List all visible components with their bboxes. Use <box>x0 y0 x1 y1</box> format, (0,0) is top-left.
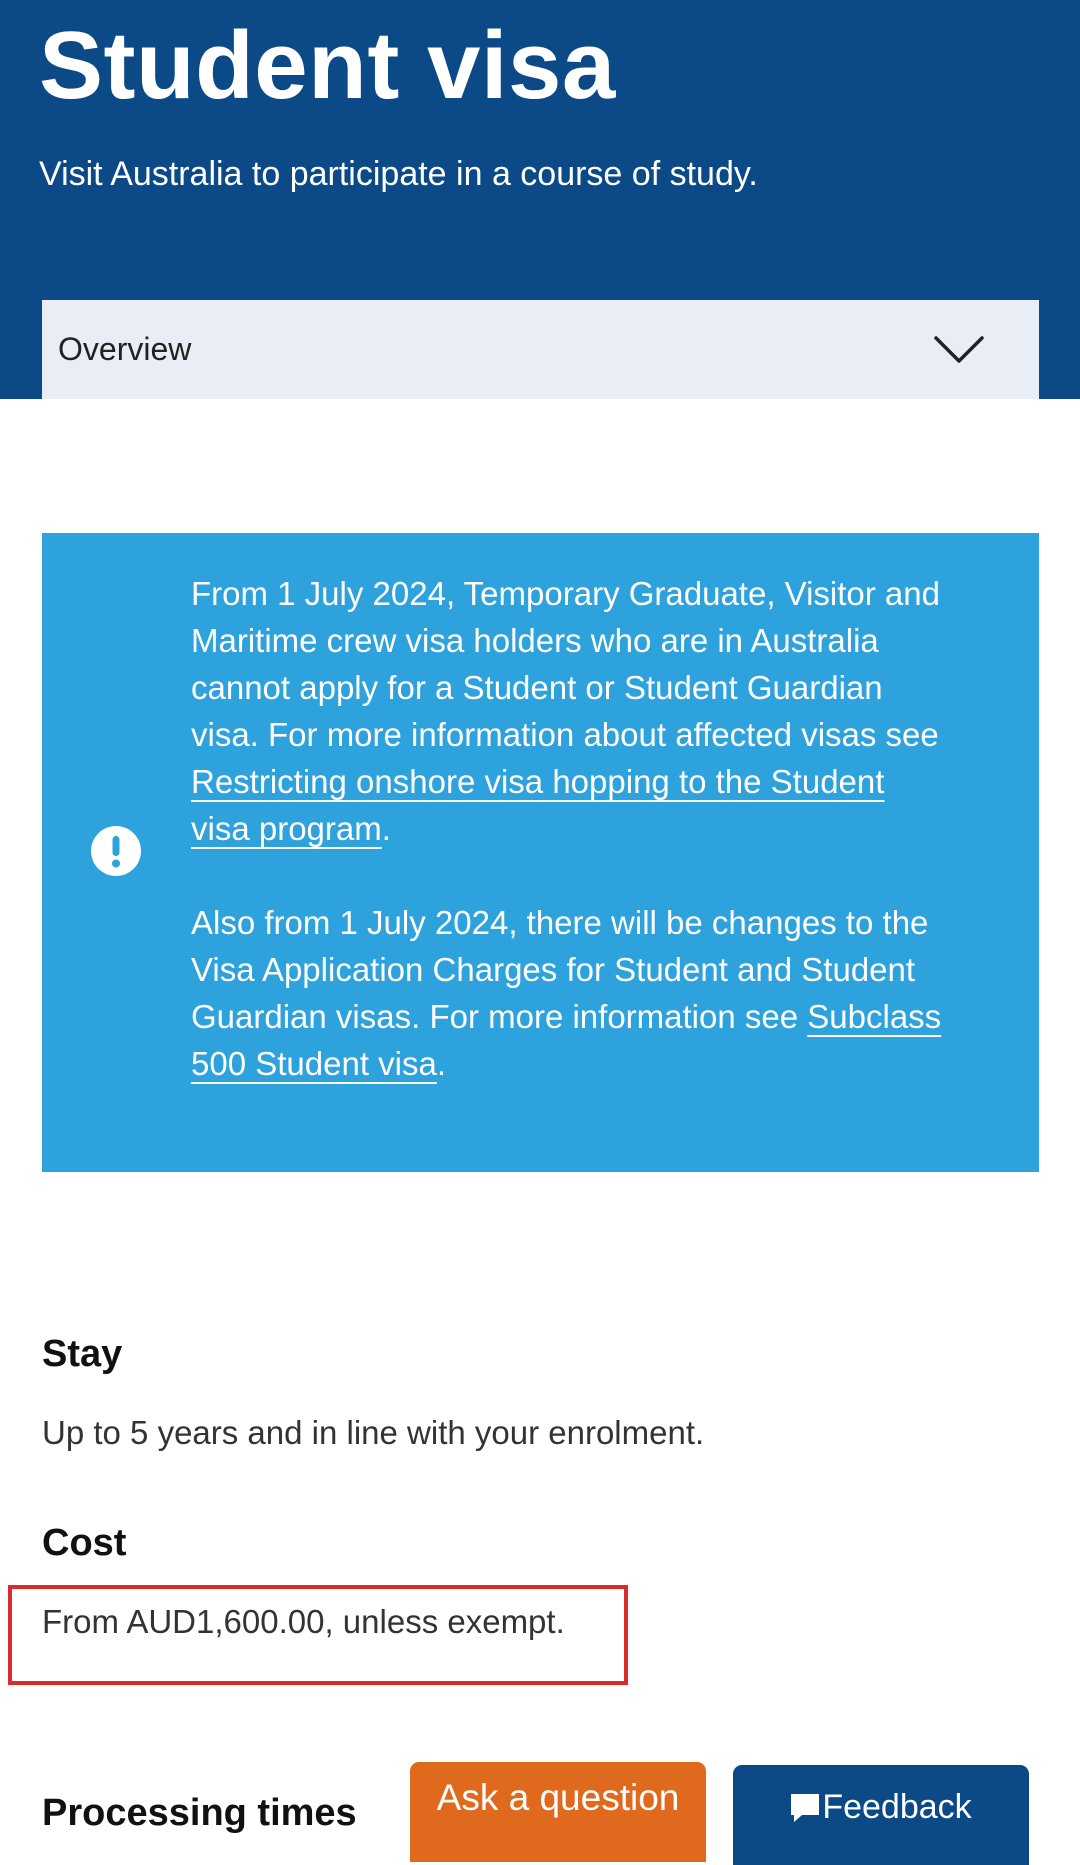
exclamation-circle-icon <box>90 825 142 877</box>
page-subtitle: Visit Australia to participate in a course of study. <box>39 155 758 193</box>
subclass-500-link[interactable]: Subclass 500 Student visa <box>191 998 942 1082</box>
visa-hopping-link[interactable]: Restricting onshore visa hopping to the Student visa program <box>191 763 885 847</box>
alert-paragraph-2 <box>191 899 951 1087</box>
alert-paragraph-1 <box>191 570 951 852</box>
alert-paragraph-2-text: Also from 1 July 2024, there will be changes to the Visa Application Charges for Student and Student Guardian visas. For more information see <box>191 904 929 1035</box>
section-nav-dropdown[interactable] <box>42 300 1039 399</box>
cost-heading: Cost <box>42 1522 127 1564</box>
processing-times-heading: Processing times <box>42 1792 357 1834</box>
comment-icon <box>790 1793 820 1823</box>
feedback-label: Feedback <box>822 1788 972 1826</box>
alert-paragraph-1-end: . <box>381 810 391 847</box>
stay-heading: Stay <box>42 1333 123 1375</box>
page-header <box>0 0 1080 399</box>
page-title: Student visa <box>39 12 616 119</box>
alert-paragraph-1-text: From 1 July 2024, Temporary Graduate, Visitor and Maritime crew visa holders who are in Australia cannot apply for a Student or Student Guardian visa. For more information about affected visas see <box>191 575 940 753</box>
stay-text: Up to 5 years and in line with your enrolment. <box>42 1414 705 1451</box>
feedback-button[interactable] <box>733 1765 1029 1865</box>
important-notice-alert <box>42 533 1039 1172</box>
section-nav-selected: Overview <box>58 331 192 367</box>
ask-question-button[interactable]: Ask a question <box>410 1762 706 1862</box>
chevron-down-icon <box>933 335 985 365</box>
alert-body <box>191 570 951 1087</box>
alert-paragraph-2-end: . <box>436 1045 447 1082</box>
cost-text: From AUD1,600.00, unless exempt. <box>42 1603 565 1640</box>
